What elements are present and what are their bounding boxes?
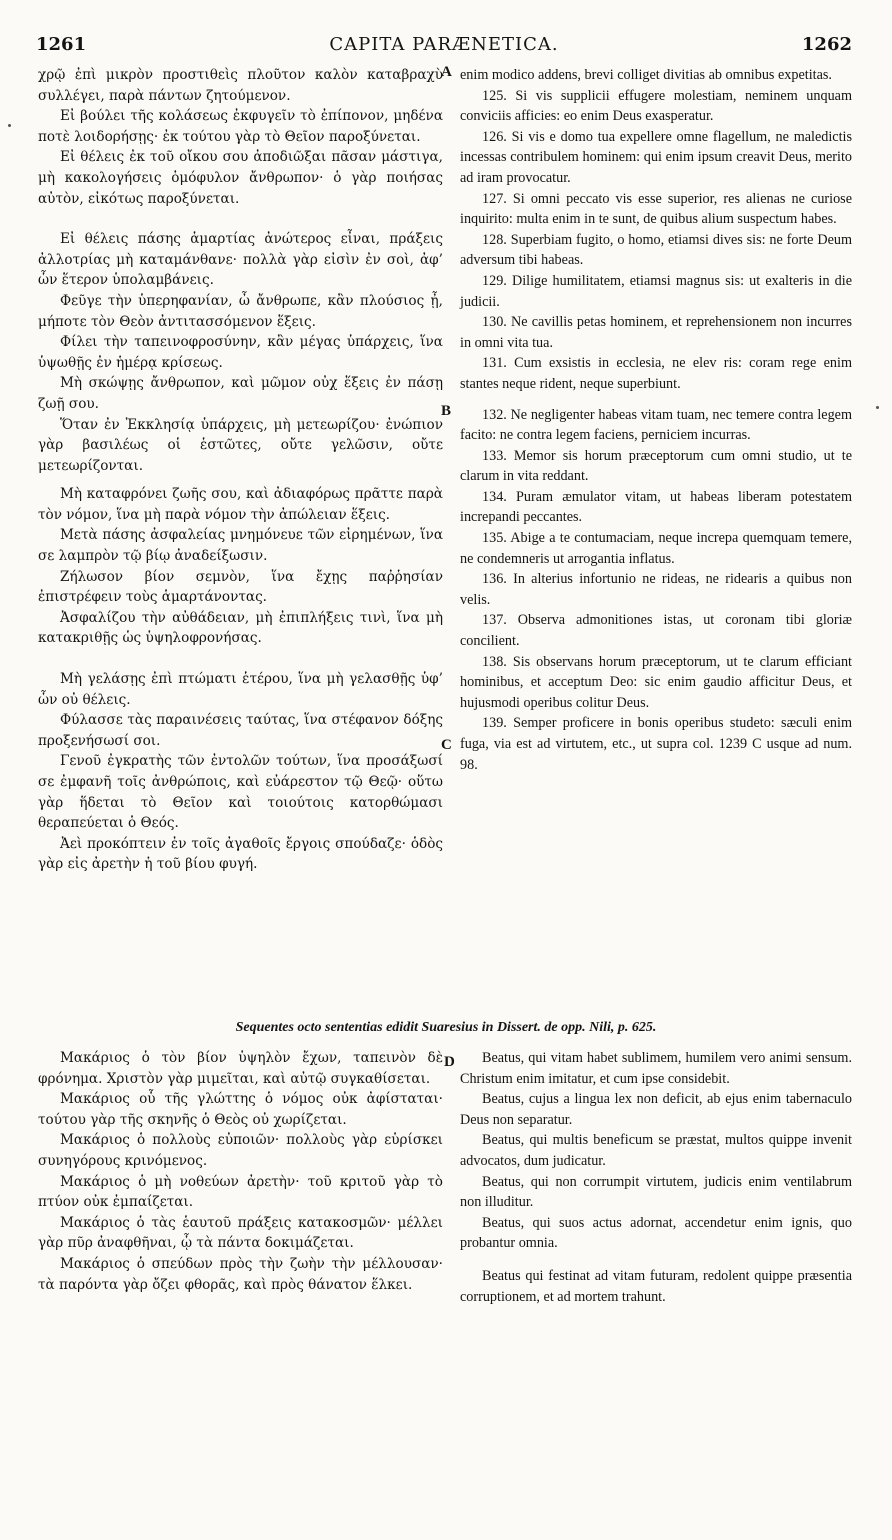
page-header: [36, 34, 852, 60]
spacer: [38, 476, 443, 484]
spacer: [460, 395, 852, 405]
latin-beatitude: Beatus, qui vitam habet sublimem, humilem vero animi sensum. Christum enim imitatur, et cum ipse considebit.: [460, 1050, 852, 1087]
greek-paragraph: Μὴ σκώψῃς ἄνθρωπον, καὶ μῶμον οὐχ ἕξεις ἐν πάσῃ ζωῇ σου.: [38, 375, 443, 412]
latin-paragraph: 128. Superbiam fugito, o homo, etiamsi dives sis: ne forte Deum adversum tibi habeas.: [460, 231, 852, 269]
margin-marker-d: D: [444, 1054, 455, 1070]
latin-paragraph: 126. Si vis e domo tua expellere omne flagellum, ne maledictis incessas contribulem hominem: qui enim ipsum creavit Deus, merito ad iram provocatur.: [460, 128, 852, 186]
latin-paragraph: 137. Observa admonitiones istas, ut coronam tibi gloriæ concilient.: [460, 612, 852, 650]
greek-paragraph: χρῷ ἐπὶ μικρὸν προστιθεὶς πλοῦτον καλὸν καταβραχὺ συλλέγει, παρὰ πάντων ζητούμενον.: [38, 67, 443, 104]
greek-beatitude: Μακάριος ὁ τὰς ἑαυτοῦ πράξεις κατακοσμῶν· μέλλει γὰρ πῦρ ἀναφθῆναι, ᾧ τὰ πάντα δοκιμάζεται.: [38, 1214, 443, 1252]
margin-marker-c: C: [441, 737, 452, 753]
spacer: [38, 209, 443, 229]
latin-column-upper: [460, 65, 852, 775]
greek-beatitude: Μακάριος οὗ τῆς γλώττης ὁ νόμος οὐκ ἀφίσταται· τούτου γὰρ τῆς σκηνῆς ὁ Θεὸς οὐ χωρίζεται.: [38, 1091, 443, 1128]
latin-beatitude: Beatus, qui suos actus adornat, accendetur enim ignis, quo probantur omnia.: [460, 1214, 852, 1252]
latin-paragraph: 131. Cum exsistis in ecclesia, ne elev ris: coram rege enim stantes neque rident, neque superbiunt.: [460, 355, 852, 392]
greek-beatitude: Μακάριος ὁ μὴ νοθεύων ἀρετὴν· τοῦ κριτοῦ γὰρ τὸ πτύον οὐκ ἐμπαίζεται.: [38, 1173, 443, 1211]
greek-paragraph: Ζήλωσον βίον σεμνὸν, ἵνα ἔχῃς παῤῥησίαν ἐπιστρέφειν τοὺς ἁμαρτάνοντας.: [38, 568, 443, 606]
greek-paragraph: Μετὰ πάσης ἀσφαλείας μνημόνευε τῶν εἰρημένων, ἵνα σε λαμπρὸν τῷ βίῳ ἀναδείξωσιν.: [38, 527, 443, 565]
latin-beatitude: Beatus qui festinat ad vitam futuram, redolent quippe præsentia corruptionem, et ad mortem trahunt.: [460, 1267, 852, 1305]
greek-beatitude: Μακάριος ὁ τὸν βίον ὑψηλὸν ἔχων, ταπεινὸν δὲ φρόνημα. Χριστὸν γὰρ μιμεῖται, καὶ αὐτῷ συγκαθίσεται.: [38, 1050, 443, 1087]
spacer: [38, 649, 443, 669]
latin-paragraph: 134. Puram æmulator vitam, ut habeas liberam potestatem increpandi peccantes.: [460, 488, 852, 526]
spacer: [460, 1254, 852, 1266]
greek-paragraph: Ἀσφαλίζου τὴν αὐθάδειαν, μὴ ἐπιπλήξεις τινὶ, ἵνα μὴ κατακριθῇς ὡς ὑψηλοφρονήσας.: [38, 609, 443, 647]
latin-beatitude: Beatus, cujus a lingua lex non deficit, ab ejus enim tabernaculo Deus non separatur.: [460, 1091, 852, 1128]
latin-paragraph: 130. Ne cavillis petas hominem, et reprehensionem non incurres in omni vita tua.: [460, 314, 852, 351]
greek-paragraph: Εἰ βούλει τῆς κολάσεως ἐκφυγεῖν τὸ ἐπίπονον, μηδένα ποτὲ λοιδορήσῃς· ἐκ τούτου γὰρ τὸ Θεῖον παροξύνεται.: [38, 108, 443, 145]
greek-beatitude: Μακάριος ὁ σπεύδων πρὸς τὴν ζωὴν τὴν μέλλουσαν· τὰ παρόντα γὰρ ὄζει φθορᾶς, καὶ πρὸς θάνατον ἕλκει.: [38, 1255, 443, 1293]
latin-paragraph: 136. In alterius infortunio ne rideas, ne ridearis a quibus non velis.: [460, 571, 852, 608]
latin-beatitude: Beatus, qui non corrumpit virtutem, judicis enim ventilabrum non illuditur.: [460, 1173, 852, 1211]
greek-paragraph: Μὴ καταφρόνει ζωῆς σου, καὶ ἀδιαφόρως πρᾶττε παρὰ τὸν νόμον, ἵνα μὴ παρὰ νόμον τὴν ἀπώλειαν ἕξεις.: [38, 486, 443, 523]
print-speck: [8, 124, 11, 127]
latin-paragraph: 125. Si vis supplicii effugere molestiam, neminem unquam conviciis afficies: eo enim Deus exasperatur.: [460, 87, 852, 125]
greek-paragraph: Εἰ θέλεις ἐκ τοῦ οἴκου σου ἀποδιῶξαι πᾶσαν μάστιγα, μὴ κακολογήσεις ὁμόφυλον ἄνθρωπον· ὁ γὰρ ποιήσας αὐτὸν, εἰκότως παροξύνεται.: [38, 149, 443, 207]
greek-paragraph: Φύλασσε τὰς παραινέσεις ταύτας, ἵνα στέφανον δόξης προξενήσωσί σοι.: [38, 712, 443, 749]
latin-paragraph: 127. Si omni peccato vis esse superior, res alienas ne curiose inquirito: multa enim in te sunt, de quibus alium suspectum habes.: [460, 190, 852, 228]
latin-paragraph: 139. Semper proficere in bonis operibus studeto: sæculi enim fuga, via est ad virtutem, etc., ut supra col. 1239 C usque ad num. 98.: [460, 715, 852, 773]
latin-paragraph: 132. Ne negligenter habeas vitam tuam, nec temere contra legem facito: ne contra legem faciens, perniciem incurras.: [460, 406, 852, 444]
greek-beatitude: Μακάριος ὁ πολλοὺς εὐποιῶν· πολλοὺς γὰρ εὑρίσκει συνηγόρους κρινόμενος.: [38, 1132, 443, 1169]
margin-marker-b: B: [441, 403, 452, 419]
right-column-number: 1262: [801, 34, 852, 55]
running-title: CAPITA PARÆNETICA.: [329, 34, 559, 55]
left-column-number: 1261: [36, 34, 87, 55]
margin-marker-a: A: [441, 64, 452, 80]
latin-paragraph: 135. Abige a te contumaciam, neque increpa quemquam temere, ne condemneris ut arrogantia inflatus.: [460, 530, 852, 567]
latin-paragraph: 138. Sis observans horum præceptorum, ut te clarum efficiant hominibus, et acceptum Deo: sic enim gaudio afficitur Deus, et hujusmodi operibus colitur Deus.: [460, 653, 852, 711]
greek-paragraph: Γενοῦ ἐγκρατὴς τῶν ἐντολῶν τούτων, ἵνα προσάξωσί σε ἐμφανῆ τοῖς ἀνθρώποις, καὶ εὐάρεστον τῷ Θεῷ· οὕτω γὰρ ἥδεται τὸ Θεῖον καὶ τοιούτοις κατορθώμασι θεραπεύεται ὁ Θεός.: [38, 753, 443, 832]
greek-paragraph: Φίλει τὴν ταπεινοφροσύνην, κἂν μέγας ὑπάρχεις, ἵνα ὑψωθῇς ἐν ἡμέρᾳ κρίσεως.: [38, 334, 443, 371]
greek-column-upper: [38, 65, 443, 875]
greek-column-lower: [38, 1048, 443, 1295]
greek-paragraph: Ἀεὶ προκόπτειν ἐν τοῖς ἀγαθοῖς ἔργοις σπούδαζε· ὁδὸς γὰρ εἰς ἀρετὴν ἡ τοῦ βίου φυγή.: [38, 835, 443, 873]
latin-paragraph: 129. Dilige humilitatem, etiamsi magnus sis: ut exalteris in die judicii.: [460, 272, 852, 310]
latin-beatitude: Beatus, qui multis beneficum se præstat, multos quippe invenit advocatos, dum judicatur.: [460, 1132, 852, 1169]
source-note: Sequentes octo sententias edidit Suaresius in Dissert. de opp. Nili, p. 625.: [235, 1020, 657, 1035]
greek-paragraph: Ὅταν ἐν Ἐκκλησίᾳ ὑπάρχεις, μὴ μετεωρίζου· ἐνώπιον γὰρ βασιλέως οἱ ἑστῶτες, οὔτε γελῶσιν, οὔτε μετεωρίζονται.: [38, 416, 443, 474]
greek-paragraph: Μὴ γελάσῃς ἐπὶ πτώματι ἑτέρου, ἵνα μὴ γελασθῇς ὑφ’ ὧν οὐ θέλεις.: [38, 671, 443, 708]
latin-paragraph: 133. Memor sis horum præceptorum cum omni studio, ut te clarum in vita reddant.: [460, 447, 852, 485]
latin-paragraph: enim modico addens, brevi colliget divitias ab omnibus expetitas.: [460, 67, 832, 83]
print-speck: [876, 406, 879, 409]
greek-paragraph: Φεῦγε τὴν ὑπερηφανίαν, ὦ ἄνθρωπε, κἂν πλούσιος ᾖ, μήποτε τὸν Θεὸν ἀντιτασσόμενον ἕξεις.: [38, 292, 443, 330]
latin-column-lower: [460, 1048, 852, 1307]
greek-paragraph: Εἰ θέλεις πάσης ἁμαρτίας ἀνώτερος εἶναι, πράξεις ἀλλοτρίας μὴ καταμάνθανε· πολλὰ γὰρ εἰσὶν ἐν σοὶ, ἀφ’ ὧν ἕτερον ὑπολαμβάνεις.: [38, 231, 443, 289]
